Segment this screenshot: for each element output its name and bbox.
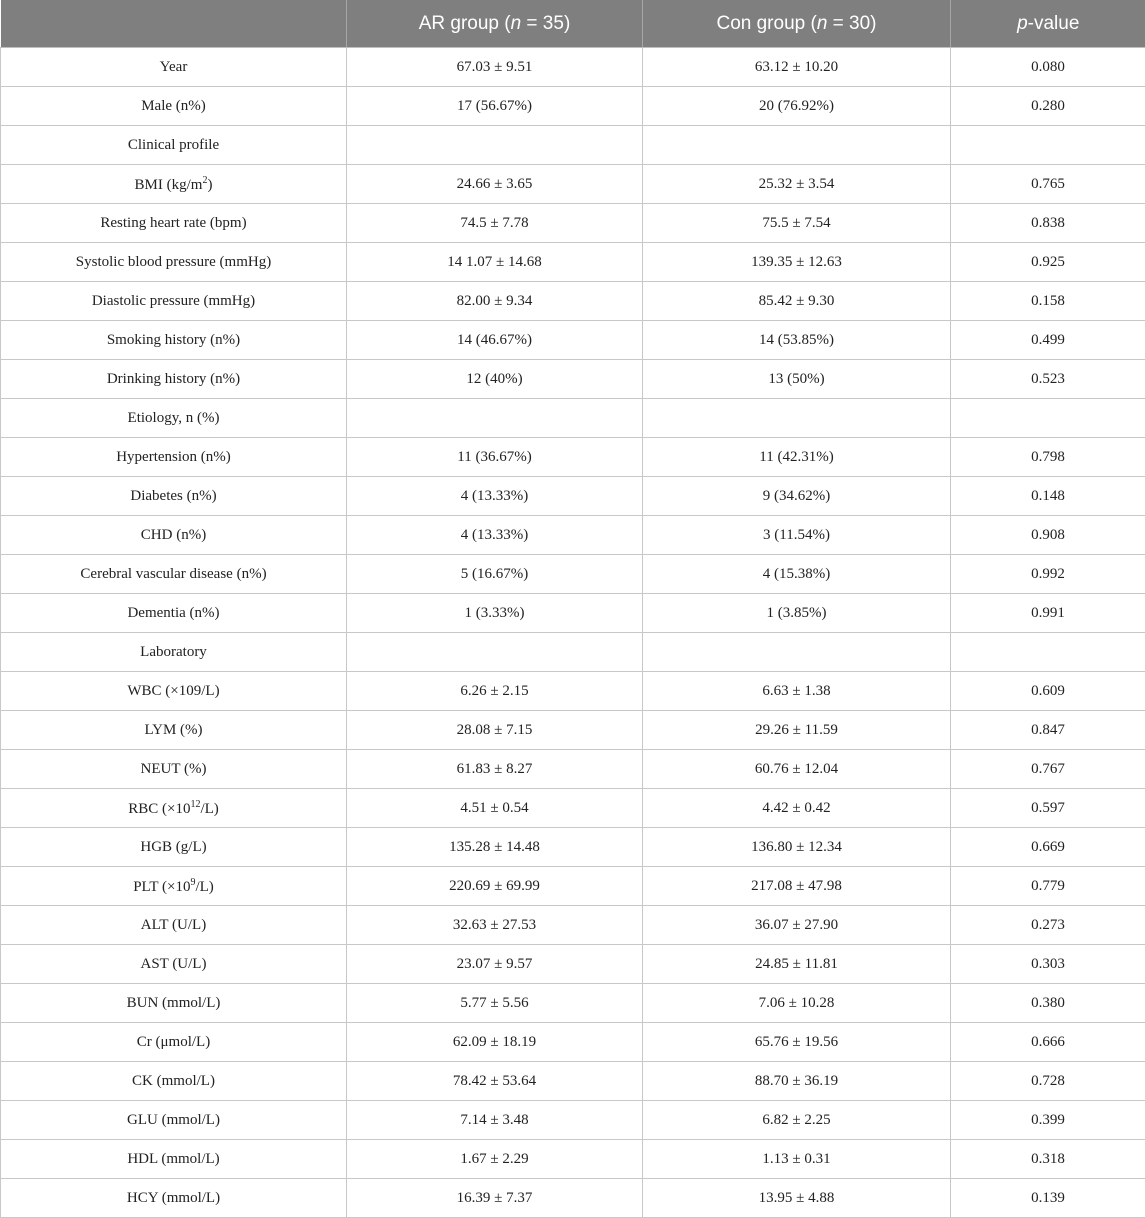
header-ar-pre: AR group ( [419,13,511,34]
ar-group-value: 14 1.07 ± 14.68 [347,243,643,282]
row-label: Diastolic pressure (mmHg) [1,282,347,321]
row-label: LYM (%) [1,711,347,750]
table-row [1,1062,1145,1101]
p-value [951,633,1145,672]
table-row [1,360,1145,399]
ar-group-value: 24.66 ± 3.65 [347,165,643,204]
row-label: Clinical profile [1,126,347,165]
table-row [1,165,1145,204]
ar-group-value: 28.08 ± 7.15 [347,711,643,750]
header-con-post: = 30) [827,13,876,34]
row-label [1,165,347,204]
con-group-value: 139.35 ± 12.63 [643,243,951,282]
row-label: CK (mmol/L) [1,1062,347,1101]
table-row [1,477,1145,516]
con-group-value: 136.80 ± 12.34 [643,828,951,867]
row-label: BUN (mmol/L) [1,984,347,1023]
table-row [1,906,1145,945]
p-value: 0.158 [951,282,1145,321]
table-row [1,672,1145,711]
p-value: 0.838 [951,204,1145,243]
row-label-text: PLT (×10 [133,879,190,895]
p-value: 0.925 [951,243,1145,282]
row-label: CHD (n%) [1,516,347,555]
row-label: HCY (mmol/L) [1,1179,347,1218]
row-label-text: BMI (kg/m [135,177,203,193]
con-group-value [643,633,951,672]
row-label: Cr (μmol/L) [1,1023,347,1062]
row-label-superscript: 2 [202,175,207,186]
table-row [1,945,1145,984]
p-value: 0.499 [951,321,1145,360]
ar-group-value: 1 (3.33%) [347,594,643,633]
ar-group-value: 74.5 ± 7.78 [347,204,643,243]
con-group-value: 63.12 ± 10.20 [643,48,951,87]
con-group-value: 7.06 ± 10.28 [643,984,951,1023]
header-con-pre: Con group ( [716,13,816,34]
row-label [1,867,347,906]
ar-group-value: 78.42 ± 53.64 [347,1062,643,1101]
ar-group-value: 32.63 ± 27.53 [347,906,643,945]
row-label: Resting heart rate (bpm) [1,204,347,243]
ar-group-value: 5 (16.67%) [347,555,643,594]
table-row [1,87,1145,126]
header-row [1,0,1145,48]
table-row [1,282,1145,321]
row-label: Etiology, n (%) [1,399,347,438]
table-row [1,984,1145,1023]
table-row [1,399,1145,438]
con-group-value: 6.63 ± 1.38 [643,672,951,711]
ar-group-value: 14 (46.67%) [347,321,643,360]
table-row [1,243,1145,282]
row-label: AST (U/L) [1,945,347,984]
row-label: Year [1,48,347,87]
table-row [1,321,1145,360]
con-group-value: 14 (53.85%) [643,321,951,360]
ar-group-value: 23.07 ± 9.57 [347,945,643,984]
ar-group-value: 4 (13.33%) [347,477,643,516]
con-group-value: 75.5 ± 7.54 [643,204,951,243]
ar-group-value: 7.14 ± 3.48 [347,1101,643,1140]
row-label: Drinking history (n%) [1,360,347,399]
table-header [1,0,1145,48]
ar-group-value: 12 (40%) [347,360,643,399]
con-group-value: 13.95 ± 4.88 [643,1179,951,1218]
con-group-value: 60.76 ± 12.04 [643,750,951,789]
p-value: 0.847 [951,711,1145,750]
row-label: NEUT (%) [1,750,347,789]
ar-group-value: 4 (13.33%) [347,516,643,555]
table-row [1,867,1145,906]
con-group-value: 29.26 ± 11.59 [643,711,951,750]
p-value: 0.767 [951,750,1145,789]
ar-group-value: 135.28 ± 14.48 [347,828,643,867]
row-label [1,789,347,828]
ar-group-value [347,633,643,672]
table-row [1,126,1145,165]
p-value: 0.399 [951,1101,1145,1140]
table-row [1,750,1145,789]
row-label: HDL (mmol/L) [1,1140,347,1179]
row-label: Laboratory [1,633,347,672]
header-p-post: -value [1028,13,1080,34]
table-row [1,789,1145,828]
row-label: WBC (×109/L) [1,672,347,711]
table-row [1,438,1145,477]
con-group-value [643,399,951,438]
con-group-value: 3 (11.54%) [643,516,951,555]
p-value: 0.798 [951,438,1145,477]
row-label-suffix: ) [207,177,212,193]
table-row [1,1023,1145,1062]
ar-group-value: 220.69 ± 69.99 [347,867,643,906]
ar-group-value: 82.00 ± 9.34 [347,282,643,321]
ar-group-value: 67.03 ± 9.51 [347,48,643,87]
con-group-value: 24.85 ± 11.81 [643,945,951,984]
con-group-value: 36.07 ± 27.90 [643,906,951,945]
row-label: HGB (g/L) [1,828,347,867]
p-value: 0.273 [951,906,1145,945]
table-row [1,711,1145,750]
con-group-value: 65.76 ± 19.56 [643,1023,951,1062]
header-ar-group [347,0,643,48]
ar-group-value: 16.39 ± 7.37 [347,1179,643,1218]
con-group-value: 88.70 ± 36.19 [643,1062,951,1101]
ar-group-value: 1.67 ± 2.29 [347,1140,643,1179]
row-label: Dementia (n%) [1,594,347,633]
con-group-value: 4 (15.38%) [643,555,951,594]
p-value: 0.139 [951,1179,1145,1218]
ar-group-value: 4.51 ± 0.54 [347,789,643,828]
p-value: 0.908 [951,516,1145,555]
p-value [951,126,1145,165]
header-con-group [643,0,951,48]
table-row [1,516,1145,555]
row-label: GLU (mmol/L) [1,1101,347,1140]
row-label: ALT (U/L) [1,906,347,945]
con-group-value: 9 (34.62%) [643,477,951,516]
ar-group-value: 17 (56.67%) [347,87,643,126]
table-row [1,204,1145,243]
row-label: Male (n%) [1,87,347,126]
p-value: 0.280 [951,87,1145,126]
ar-group-value: 62.09 ± 18.19 [347,1023,643,1062]
table-row [1,1179,1145,1218]
con-group-value: 11 (42.31%) [643,438,951,477]
con-group-value: 4.42 ± 0.42 [643,789,951,828]
table-row [1,1140,1145,1179]
p-value: 0.523 [951,360,1145,399]
row-label-text: RBC (×10 [128,801,190,817]
con-group-value [643,126,951,165]
con-group-value: 20 (76.92%) [643,87,951,126]
p-value: 0.080 [951,48,1145,87]
row-label: Smoking history (n%) [1,321,347,360]
p-value: 0.148 [951,477,1145,516]
ar-group-value [347,399,643,438]
header-ar-post: = 35) [521,13,570,34]
row-label: Diabetes (n%) [1,477,347,516]
con-group-value: 1 (3.85%) [643,594,951,633]
header-p: p [1017,13,1028,34]
ar-group-value: 11 (36.67%) [347,438,643,477]
row-label: Cerebral vascular disease (n%) [1,555,347,594]
ar-group-value [347,126,643,165]
p-value: 0.765 [951,165,1145,204]
row-label: Hypertension (n%) [1,438,347,477]
table-row [1,555,1145,594]
ar-group-value: 6.26 ± 2.15 [347,672,643,711]
table-row [1,594,1145,633]
table-row [1,828,1145,867]
p-value: 0.318 [951,1140,1145,1179]
p-value: 0.991 [951,594,1145,633]
p-value: 0.609 [951,672,1145,711]
con-group-value: 85.42 ± 9.30 [643,282,951,321]
header-ar-n: n [511,13,522,34]
con-group-value: 25.32 ± 3.54 [643,165,951,204]
header-p-value [951,0,1145,48]
row-label: Systolic blood pressure (mmHg) [1,243,347,282]
p-value: 0.992 [951,555,1145,594]
table-row [1,48,1145,87]
table-row [1,633,1145,672]
header-variable [1,0,347,48]
table-body [1,48,1145,1218]
row-label-superscript: 12 [190,799,200,810]
p-value: 0.303 [951,945,1145,984]
table-row [1,1101,1145,1140]
p-value: 0.728 [951,1062,1145,1101]
row-label-suffix: /L) [195,879,213,895]
ar-group-value: 5.77 ± 5.56 [347,984,643,1023]
p-value: 0.779 [951,867,1145,906]
ar-group-value: 61.83 ± 8.27 [347,750,643,789]
con-group-value: 217.08 ± 47.98 [643,867,951,906]
p-value: 0.380 [951,984,1145,1023]
p-value: 0.666 [951,1023,1145,1062]
row-label-superscript: 9 [190,877,195,888]
con-group-value: 6.82 ± 2.25 [643,1101,951,1140]
con-group-value: 1.13 ± 0.31 [643,1140,951,1179]
p-value: 0.597 [951,789,1145,828]
row-label-suffix: /L) [200,801,218,817]
p-value [951,399,1145,438]
con-group-value: 13 (50%) [643,360,951,399]
p-value: 0.669 [951,828,1145,867]
header-con-n: n [817,13,828,34]
